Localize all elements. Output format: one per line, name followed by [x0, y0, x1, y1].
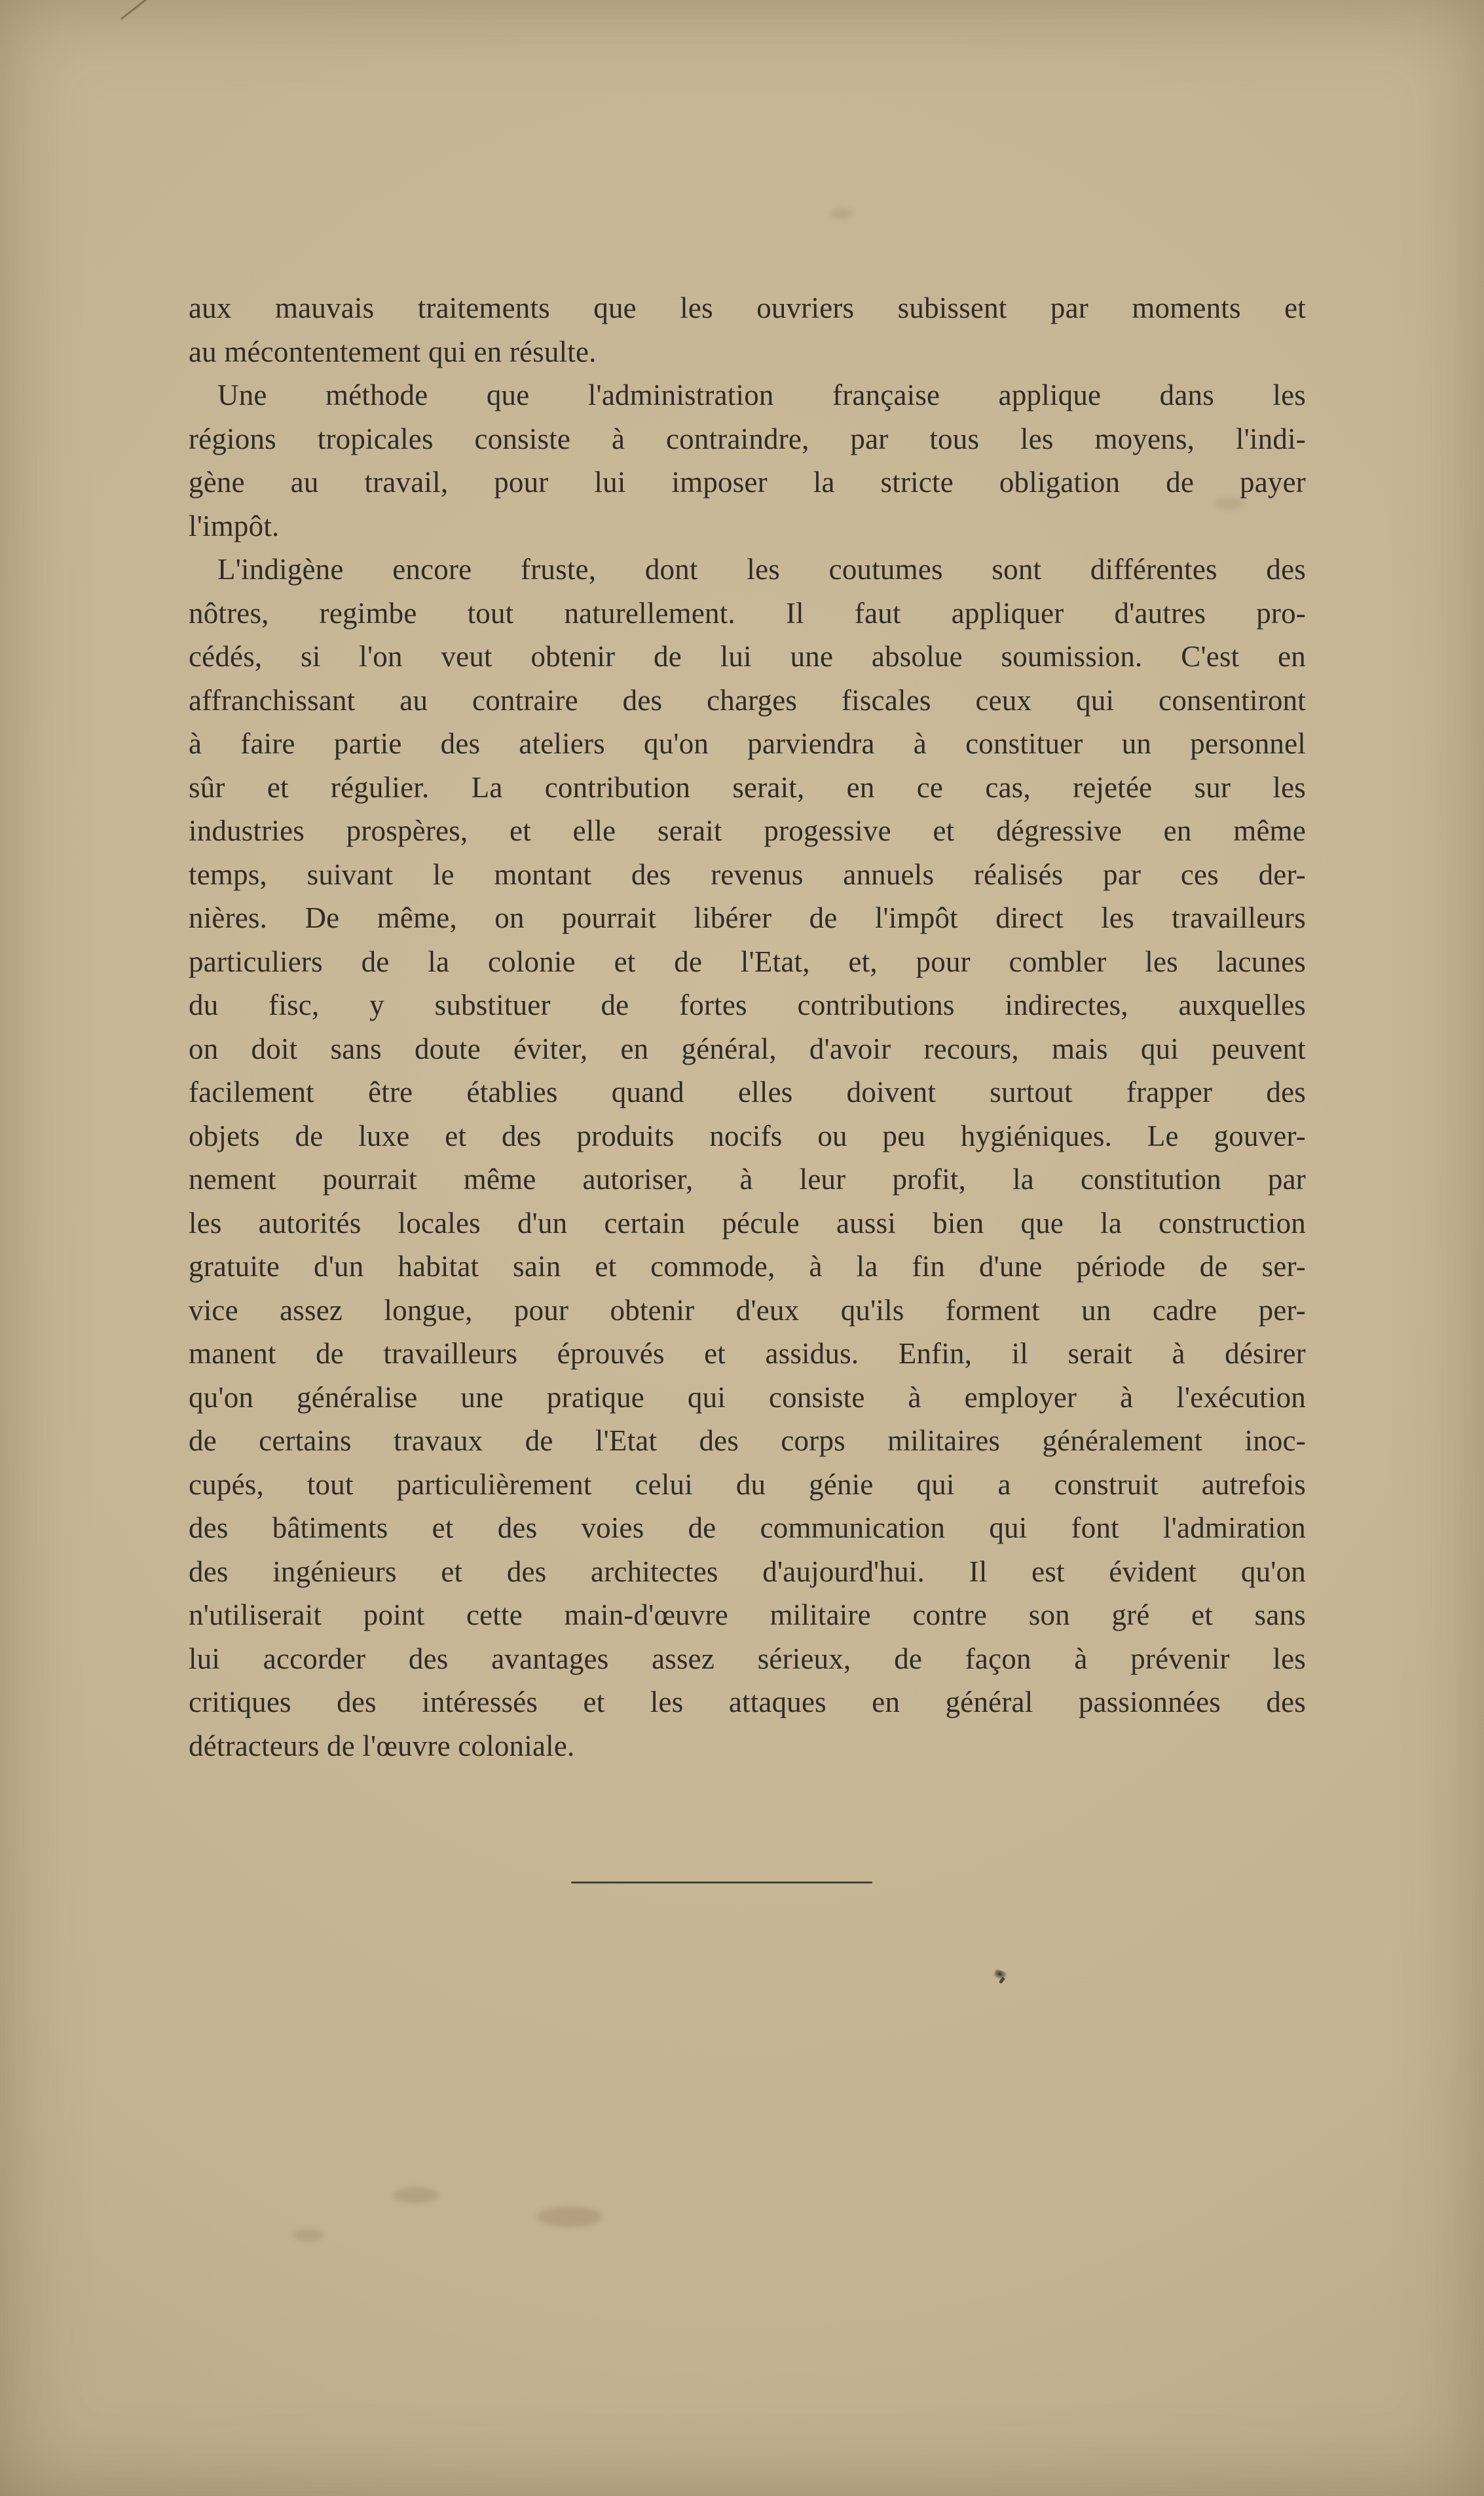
text-line: aux mauvais traitements que les ouvriers subissent par moments et: [189, 292, 1306, 324]
text-line: détracteurs de l'œuvre coloniale.: [189, 1729, 575, 1762]
text-line: temps, suivant le montant des revenus annuels réalisés par ces der-: [189, 858, 1306, 891]
text-line: au mécontentement qui en résulte.: [189, 335, 597, 368]
text-line: des bâtiments et des voies de communication qui font l'admiration: [189, 1511, 1306, 1544]
text-line: cupés, tout particulièrement celui du génie qui a construit autrefois: [189, 1467, 1306, 1501]
text-line: sûr et régulier. La contribution serait, en ce cas, rejetée sur les: [189, 770, 1306, 804]
text-line: vice assez longue, pour obtenir d'eux qu'ils forment un cadre per-: [189, 1293, 1306, 1327]
text-line: industries prospères, et elle serait progessive et dégressive en même: [189, 814, 1306, 847]
text-line: de certains travaux de l'Etat des corps militaires généralement inoc-: [189, 1424, 1306, 1457]
text-line: les autorités locales d'un certain pécule aussi bien que la construction: [189, 1206, 1306, 1239]
text-line: qu'on généralise une pratique qui consiste à employer à l'exécution: [189, 1380, 1306, 1414]
text-line: nôtres, regimbe tout naturellement. Il faut appliquer d'autres pro-: [189, 596, 1306, 630]
ink-speck: [993, 1969, 1009, 1982]
text-line: on doit sans doute éviter, en général, d'avoir recours, mais qui peuvent: [189, 1032, 1306, 1065]
paper-stain: [393, 2187, 439, 2204]
text-line: nement pourrait même autoriser, à leur profit, la constitution par: [189, 1163, 1306, 1196]
scratch-mark: [121, 0, 155, 20]
text-line: L'indigène encore fruste, dont les coutumes sont différentes des: [217, 553, 1306, 586]
paper-stain: [537, 2206, 603, 2227]
text-line: affranchissant au contraire des charges fiscales ceux qui consentiront: [189, 683, 1306, 717]
text-line: n'utiliserait point cette main-d'œuvre militaire contre son gré et sans: [189, 1598, 1306, 1631]
text-line: à faire partie des ateliers qu'on parviendra à constituer un personnel: [189, 727, 1306, 760]
text-line: cédés, si l'on veut obtenir de lui une absolue soumission. C'est en: [189, 640, 1306, 673]
text-line: régions tropicales consiste à contraindre, par tous les moyens, l'indi-: [189, 422, 1306, 455]
text-line: Une méthode que l'administration française applique dans les: [217, 379, 1306, 411]
text-line: gratuite d'un habitat sain et commode, à la fin d'une période de ser-: [189, 1250, 1306, 1283]
text-line: du fisc, y substituer de fortes contributions indirectes, auxquelles: [189, 989, 1306, 1021]
text-line: l'impôt.: [189, 509, 280, 542]
section-divider-rule: [571, 1881, 872, 1883]
text-line: critiques des intéressés et les attaques en général passionnées des: [189, 1686, 1306, 1718]
paper-stain: [830, 208, 853, 219]
text-line: particuliers de la colonie et de l'Etat, et, pour combler les lacunes: [189, 945, 1306, 978]
text-line: gène au travail, pour lui imposer la stricte obligation de payer: [189, 466, 1306, 499]
text-line: lui accorder des avantages assez sérieux, de façon à prévenir les: [189, 1642, 1306, 1675]
paper-stain: [293, 2229, 324, 2242]
text-line: manent de travailleurs éprouvés et assidus. Enfin, il serait à désirer: [189, 1337, 1306, 1370]
text-line: facilement être établies quand elles doivent surtout frapper des: [189, 1076, 1306, 1108]
page-text: [189, 286, 1306, 1768]
text-line: objets de luxe et des produits nocifs ou peu hygiéniques. Le gouver-: [189, 1119, 1306, 1152]
text-line: des ingénieurs et des architectes d'aujourd'hui. Il est évident qu'on: [189, 1555, 1306, 1588]
text-line: nières. De même, on pourrait libérer de l'impôt direct les travailleurs: [189, 901, 1306, 934]
